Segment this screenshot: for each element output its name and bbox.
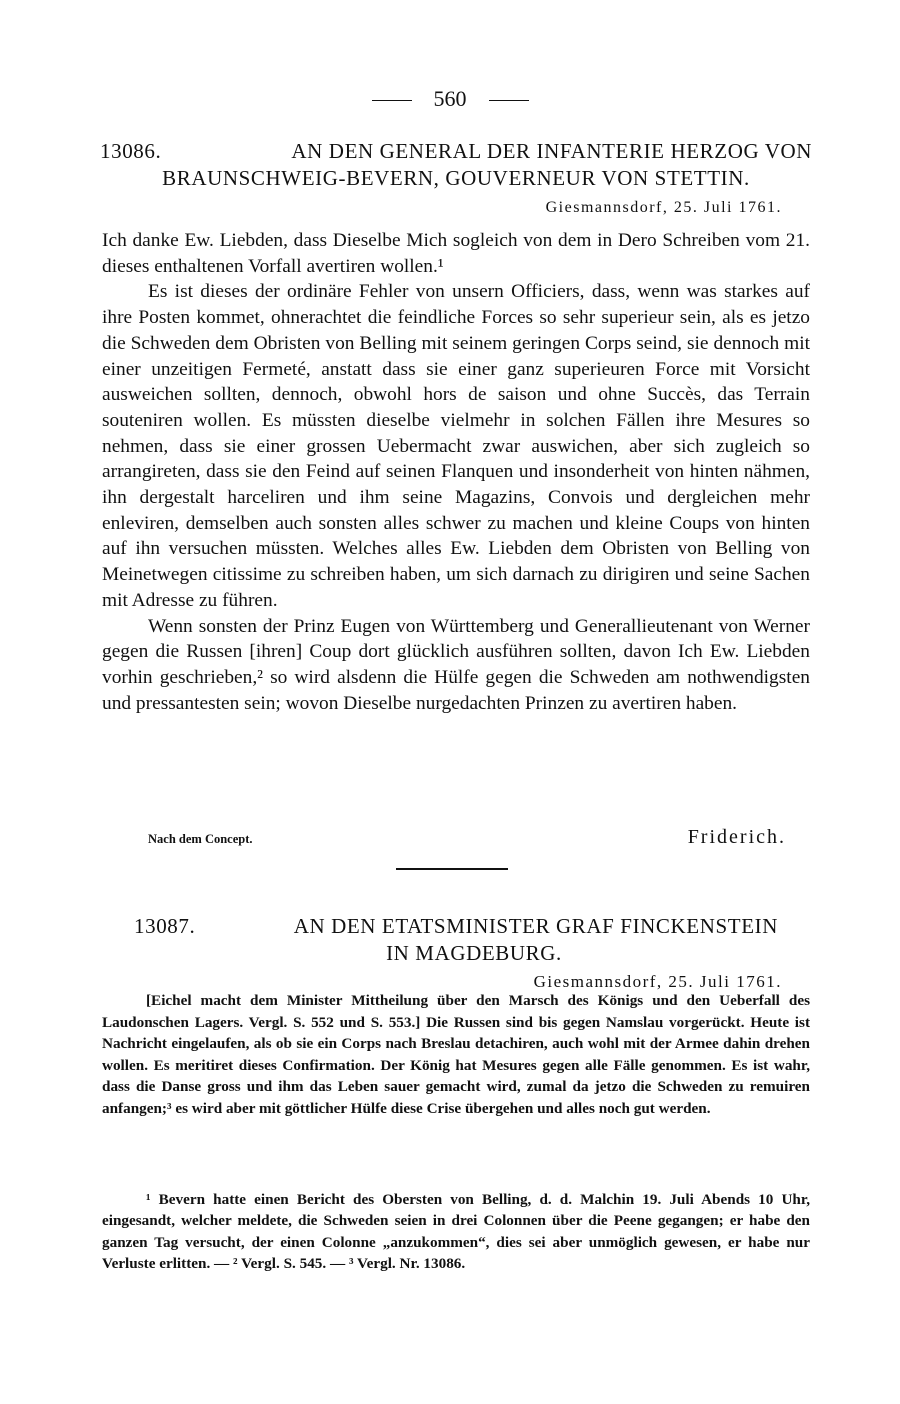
letter1-heading-line2: BRAUNSCHWEIG-BEVERN, GOUVERNEUR VON STETTIN. [162, 166, 750, 190]
letter1-paragraph-1: Ich danke Ew. Liebden, dass Dieselbe Mich sogleich von dem in Dero Schreiben vom 21. dieses enthaltenen Vorfall avertiren wollen.¹ [102, 230, 810, 277]
letter1-heading-line1: AN DEN GENERAL DER INFANTERIE HERZOG VON [291, 139, 812, 163]
letter1-body [102, 228, 810, 716]
letter1-number: 13086. [100, 139, 162, 163]
letter2-heading-line1: AN DEN ETATSMINISTER GRAF FINCKENSTEIN [293, 914, 778, 938]
footnotes [102, 1189, 810, 1274]
letter2-dateline: Giesmannsdorf, 25. Juli 1761. [533, 972, 782, 991]
header-dash-right [489, 100, 529, 101]
letter1-dateline: Giesmannsdorf, 25. Juli 1761. [545, 199, 782, 216]
page-header [0, 86, 900, 112]
letter2-summary-text: [Eichel macht dem Minister Mittheilung über den Marsch des Königs und den Ueberfall des Laudonschen Lagers. Vergl. S. 552 und S. 553.] Die Russen sind bis gegen Namslau vorgerückt. Heute ist Nachricht eingelaufen, als ob sie ein Corps nach Breslau detachiren, auch wohl mit der Armee dahin drehen wollen. Es meritiret dieses Confirmation. Der König hat Mesures gegen alle Fälle genommen. Es ist wahr, dass die Danse gross und ihm das Leben sauer gemacht wird, zumal da jetzo die Schweden zu remuiren anfangen;³ es wird aber mit göttlicher Hülfe diese Crise übergehen und alles noch gut werden. [102, 992, 810, 1117]
page-number: 560 [433, 86, 467, 111]
letter1-paragraph-3: Wenn sonsten der Prinz Eugen von Württemberg und Generallieutenant von Werner gegen die Russen [ihren] Coup dort glücklich ausführen sollten, davon Ich Ew. Liebden vorhin geschrieben,² so wird alsdenn die Hülfe gegen die Schweden am nothwendigsten und pressantesten sein; wovon Dieselbe nurgedachten Prinzen zu avertiren haben. [102, 615, 810, 714]
letter1-paragraph-2: Es ist dieses der ordinäre Fehler von unsern Officiers, dass, wenn was starkes auf ihre Posten kommet, ohnerachtet die feindliche Forces so sehr superieur sein, als es jetzo die Schweden dem Obristen von Belling mit seinem geringen Corps seind, sie dennoch mit einer unzeitigen Fermeté, anstatt dass sie einer ganz superieuren Force mit Vorsicht ausweichen sollten, dennoch, obwohl hors de saison und ohne Succès, das Terrain souteniren wollen. Es müssten dieselbe vielmehr in solchen Fällen ihre Mesures so nehmen, dass sie einer grossen Uebermacht zwar auswichen, aber sich zugleich so arrangireten, dass sie den Feind auf seinen Flanquen und insonderheit von hinten nähmen, ihn dergestalt harceliren und ihm seine Magazins, Convois und dergleichen mehr enleviren, demselben auch sonsten alles schwer zu machen und kleine Coups von hinten auf ihn versuchen müssten. Welches alles Ew. Liebden dem Obristen von Belling von Meinetwegen citissime zu schreiben haben, um sich darnach zu dirigiren und seine Sachen mit Adresse zu führen. [102, 281, 810, 611]
letter2-number: 13087. [134, 914, 196, 938]
section-divider [396, 868, 508, 870]
letter1-heading [100, 138, 812, 192]
letter2-summary [102, 990, 810, 1120]
letter1-signature-row [148, 826, 786, 849]
letter1-signature: Friderich. [687, 826, 786, 848]
letter1-source-note: Nach dem Concept. [148, 832, 253, 846]
letter2-heading [134, 913, 778, 967]
footnote-text: ¹ Bevern hatte einen Bericht des Obersten von Belling, d. d. Malchin 19. Juli Abends 10 Uhr, eingesandt, welcher meldete, die Schweden seien in drei Colonnen über die Peene gegangen; er habe den ganzen Tag versucht, der einen Colonne „anzukommen“, dies sei aber unmöglich gewesen, er habe nur Verluste erlitten. — ² Vergl. S. 545. — ³ Vergl. Nr. 13086. [102, 1191, 810, 1272]
header-dash-left [372, 100, 412, 101]
letter2-heading-line2: IN MAGDEBURG. [386, 941, 562, 965]
